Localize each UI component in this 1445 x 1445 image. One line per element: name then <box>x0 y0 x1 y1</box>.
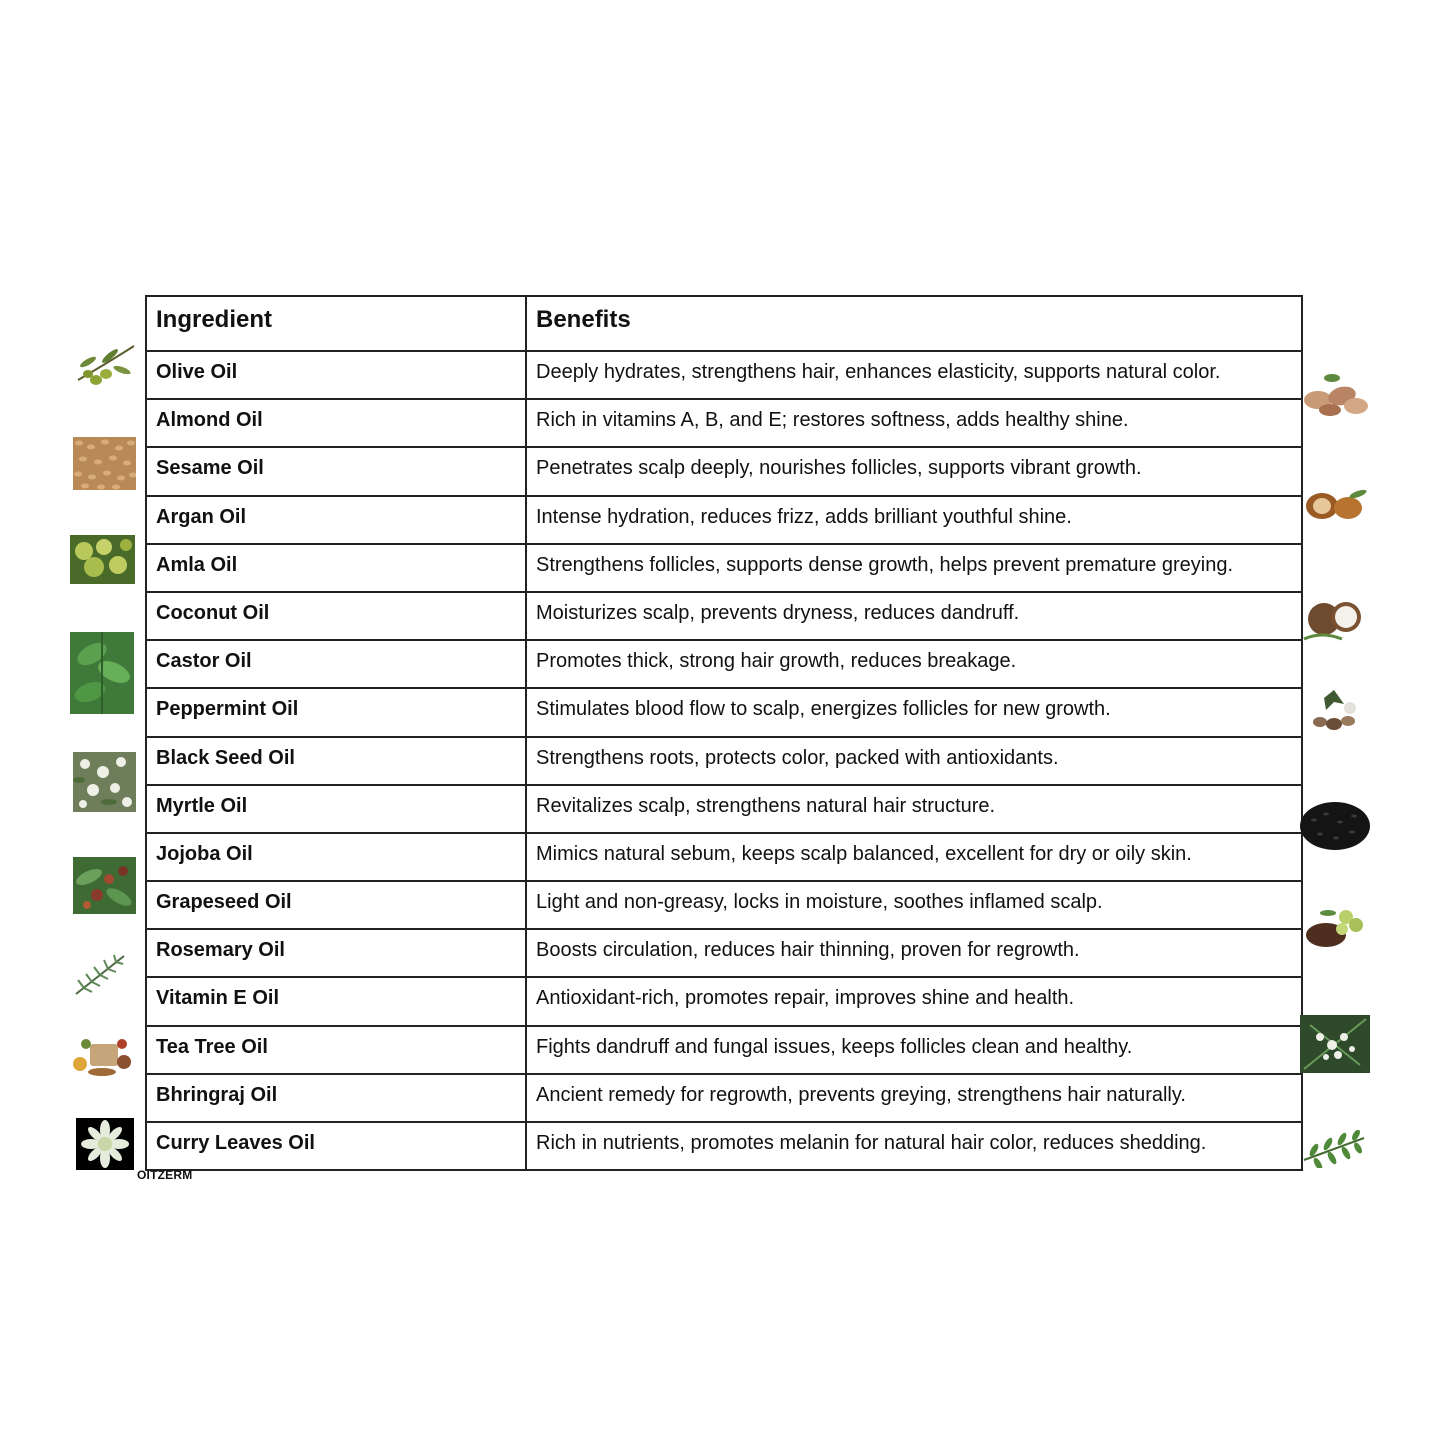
ingredient-cell: Castor Oil <box>146 640 526 688</box>
table-row <box>146 640 1302 688</box>
ingredients-table <box>145 295 1303 1171</box>
ingredient-cell: Myrtle Oil <box>146 785 526 833</box>
black-seeds-icon <box>1300 798 1370 854</box>
header-ingredient: Ingredient <box>146 296 526 351</box>
table-row <box>146 1122 1302 1170</box>
table-row <box>146 737 1302 785</box>
table-row <box>146 447 1302 495</box>
benefits-cell: Rich in vitamins A, B, and E; restores softness, adds healthy shine. <box>526 399 1302 447</box>
jojoba-berries-icon <box>73 857 136 914</box>
table-row <box>146 399 1302 447</box>
table-row <box>146 833 1302 881</box>
benefits-cell: Strengthens roots, protects color, packed with antioxidants. <box>526 737 1302 785</box>
curry-leaves-icon <box>1302 1130 1366 1168</box>
benefits-cell: Promotes thick, strong hair growth, reduces breakage. <box>526 640 1302 688</box>
benefits-cell: Intense hydration, reduces frizz, adds brilliant youthful shine. <box>526 496 1302 544</box>
castor-seeds-icon <box>1304 688 1364 736</box>
ingredient-cell: Grapeseed Oil <box>146 881 526 929</box>
benefits-cell: Boosts circulation, reduces hair thinning, proven for regrowth. <box>526 929 1302 977</box>
benefits-cell: Light and non-greasy, locks in moisture, soothes inflamed scalp. <box>526 881 1302 929</box>
ingredient-cell: Argan Oil <box>146 496 526 544</box>
ingredient-cell: Black Seed Oil <box>146 737 526 785</box>
tea-tree-flowers-icon <box>1300 1015 1370 1073</box>
peppermint-leaves-icon <box>70 632 134 714</box>
myrtle-flowers-icon <box>73 752 136 812</box>
table-row <box>146 1074 1302 1122</box>
table-row <box>146 351 1302 399</box>
ingredient-cell: Tea Tree Oil <box>146 1026 526 1074</box>
table-row <box>146 977 1302 1025</box>
table-row <box>146 881 1302 929</box>
rosemary-sprig-icon <box>74 952 128 998</box>
ingredient-cell: Peppermint Oil <box>146 688 526 736</box>
benefits-cell: Penetrates scalp deeply, nourishes follicles, supports vibrant growth. <box>526 447 1302 495</box>
bhringraj-flower-icon <box>76 1118 134 1170</box>
ingredient-cell: Jojoba Oil <box>146 833 526 881</box>
benefits-cell: Moisturizes scalp, prevents dryness, reduces dandruff. <box>526 592 1302 640</box>
sesame-seeds-icon <box>73 437 136 490</box>
ingredient-cell: Amla Oil <box>146 544 526 592</box>
olive-branch-icon <box>74 340 136 390</box>
benefits-cell: Strengthens follicles, supports dense growth, helps prevent premature greying. <box>526 544 1302 592</box>
header-benefits: Benefits <box>526 296 1302 351</box>
ingredient-cell: Rosemary Oil <box>146 929 526 977</box>
ingredient-cell: Almond Oil <box>146 399 526 447</box>
coconut-icon <box>1302 595 1366 643</box>
benefits-cell: Deeply hydrates, strengthens hair, enhances elasticity, supports natural color. <box>526 351 1302 399</box>
ingredient-cell: Sesame Oil <box>146 447 526 495</box>
table-header-row <box>146 296 1302 351</box>
table-row <box>146 592 1302 640</box>
ingredient-cell: Olive Oil <box>146 351 526 399</box>
amla-fruit-icon <box>70 535 135 584</box>
benefits-cell: Fights dandruff and fungal issues, keeps follicles clean and healthy. <box>526 1026 1302 1074</box>
table-row <box>146 929 1302 977</box>
argan-nuts-icon <box>1300 480 1368 530</box>
benefits-cell: Ancient remedy for regrowth, prevents greying, strengthens hair naturally. <box>526 1074 1302 1122</box>
grapeseed-icon <box>1302 905 1366 951</box>
ingredient-cell: Curry Leaves Oil <box>146 1122 526 1170</box>
vitamin-e-assortment-icon <box>72 1034 132 1077</box>
almonds-icon <box>1300 368 1370 418</box>
benefits-cell: Rich in nutrients, promotes melanin for natural hair color, reduces shedding. <box>526 1122 1302 1170</box>
ingredient-cell: Coconut Oil <box>146 592 526 640</box>
ingredient-cell: Vitamin E Oil <box>146 977 526 1025</box>
benefits-cell: Antioxidant-rich, promotes repair, improves shine and health. <box>526 977 1302 1025</box>
benefits-cell: Revitalizes scalp, strengthens natural hair structure. <box>526 785 1302 833</box>
table-row <box>146 1026 1302 1074</box>
brand-label: OITZERM <box>137 1168 193 1182</box>
table-row <box>146 496 1302 544</box>
benefits-cell: Stimulates blood flow to scalp, energizes follicles for new growth. <box>526 688 1302 736</box>
table-row <box>146 785 1302 833</box>
table-row <box>146 544 1302 592</box>
table-row <box>146 688 1302 736</box>
ingredient-cell: Bhringraj Oil <box>146 1074 526 1122</box>
benefits-cell: Mimics natural sebum, keeps scalp balanced, excellent for dry or oily skin. <box>526 833 1302 881</box>
